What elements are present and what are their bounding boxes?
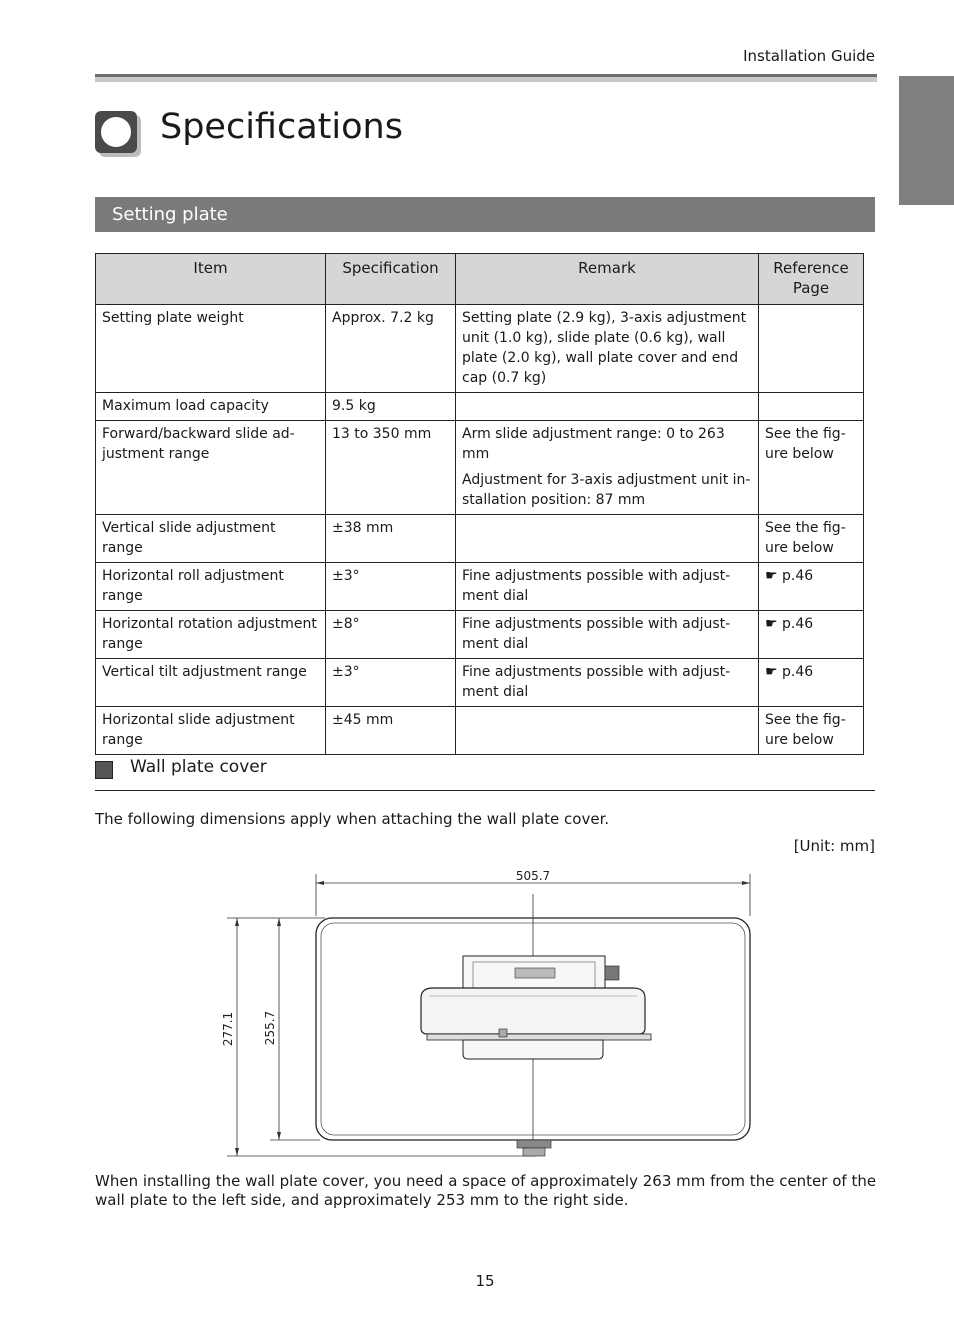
cell-spec: ±8° — [326, 611, 456, 659]
cell-remark — [456, 305, 759, 393]
remark-text: Adjustment for 3-axis adjustment unit in-stallation position: 87 mm — [462, 472, 751, 508]
remark-text: Arm slide adjustment range: 0 to 263 mm — [462, 426, 725, 462]
cell-remark: Fine adjustments possible with adjust-ment dial — [456, 611, 759, 659]
table-row — [96, 707, 864, 755]
cell-ref-link[interactable]: ☛ p.46 — [759, 659, 864, 707]
cell-remark — [456, 421, 759, 515]
side-tab — [899, 76, 954, 205]
outer-height-label: 277.1 — [221, 1011, 235, 1047]
cell-spec: 13 to 350 mm — [326, 421, 456, 515]
subsection-title: Wall plate cover — [130, 757, 267, 777]
cell-item: Vertical slide adjustment range — [96, 515, 326, 563]
column-header-item: Item — [96, 254, 326, 305]
cell-item: Horizontal rotation adjustment range — [96, 611, 326, 659]
cell-ref: See the fig-ure below — [759, 421, 864, 515]
section-marker-icon — [95, 111, 141, 157]
section-heading: Setting plate — [95, 197, 875, 232]
cell-item: Forward/backward slide ad-justment range — [96, 421, 326, 515]
cell-remark: Fine adjustments possible with adjust-ment dial — [456, 659, 759, 707]
column-header-remark: Remark — [456, 254, 759, 305]
cell-spec: ±38 mm — [326, 515, 456, 563]
wall-plate-cover-diagram — [215, 864, 760, 1164]
cell-ref-link[interactable]: ☛ p.46 — [759, 563, 864, 611]
cell-spec: Approx. 7.2 kg — [326, 305, 456, 393]
column-header-specification: Specification — [326, 254, 456, 305]
page-title: Specifications — [160, 107, 403, 147]
installation-note: When installing the wall plate cover, you need a space of approximately 263 mm from the center of the wall plate to the left side, and approximately 253 mm to the right side. — [95, 1172, 877, 1209]
cell-item: Setting plate weight — [96, 305, 326, 393]
cell-spec: ±45 mm — [326, 707, 456, 755]
cell-spec: ±3° — [326, 659, 456, 707]
table-row — [96, 515, 864, 563]
spec-table — [95, 253, 864, 755]
cell-ref — [759, 393, 864, 421]
table-row — [96, 305, 864, 393]
cell-spec: 9.5 kg — [326, 393, 456, 421]
subsection-heading — [95, 757, 875, 791]
cell-item: Maximum load capacity — [96, 393, 326, 421]
cell-item: Horizontal slide adjustment range — [96, 707, 326, 755]
width-dimension-label: 505.7 — [515, 869, 551, 883]
cell-item: Horizontal roll adjustment range — [96, 563, 326, 611]
cell-remark — [456, 393, 759, 421]
table-header-row — [96, 254, 864, 305]
cell-ref — [759, 305, 864, 393]
table-row — [96, 659, 864, 707]
table-row — [96, 421, 864, 515]
guide-title: Installation Guide — [743, 47, 875, 65]
cell-ref: See the fig-ure below — [759, 707, 864, 755]
table-row — [96, 393, 864, 421]
cell-remark — [456, 515, 759, 563]
table-row — [96, 611, 864, 659]
cell-remark: Fine adjustments possible with adjust-ment dial — [456, 563, 759, 611]
header-rule — [95, 74, 877, 82]
cell-item: Vertical tilt adjustment range — [96, 659, 326, 707]
cell-ref: See the fig-ure below — [759, 515, 864, 563]
remark-text: Setting plate (2.9 kg), 3-axis adjustment unit (1.0 kg), slide plate (0.6 kg), wall plate (2.0 kg), wall plate cover and end cap (0.7 kg) — [462, 310, 747, 386]
unit-label: [Unit: mm] — [793, 837, 875, 855]
column-header-reference-page: Reference Page — [759, 254, 864, 305]
table-row — [96, 563, 864, 611]
page-number: 15 — [475, 1272, 495, 1290]
intro-text: The following dimensions apply when attaching the wall plate cover. — [95, 810, 610, 828]
cell-ref-link[interactable]: ☛ p.46 — [759, 611, 864, 659]
subsection-marker-icon — [95, 761, 113, 779]
cell-remark — [456, 707, 759, 755]
inner-height-label: 255.7 — [263, 1010, 277, 1046]
cell-spec: ±3° — [326, 563, 456, 611]
